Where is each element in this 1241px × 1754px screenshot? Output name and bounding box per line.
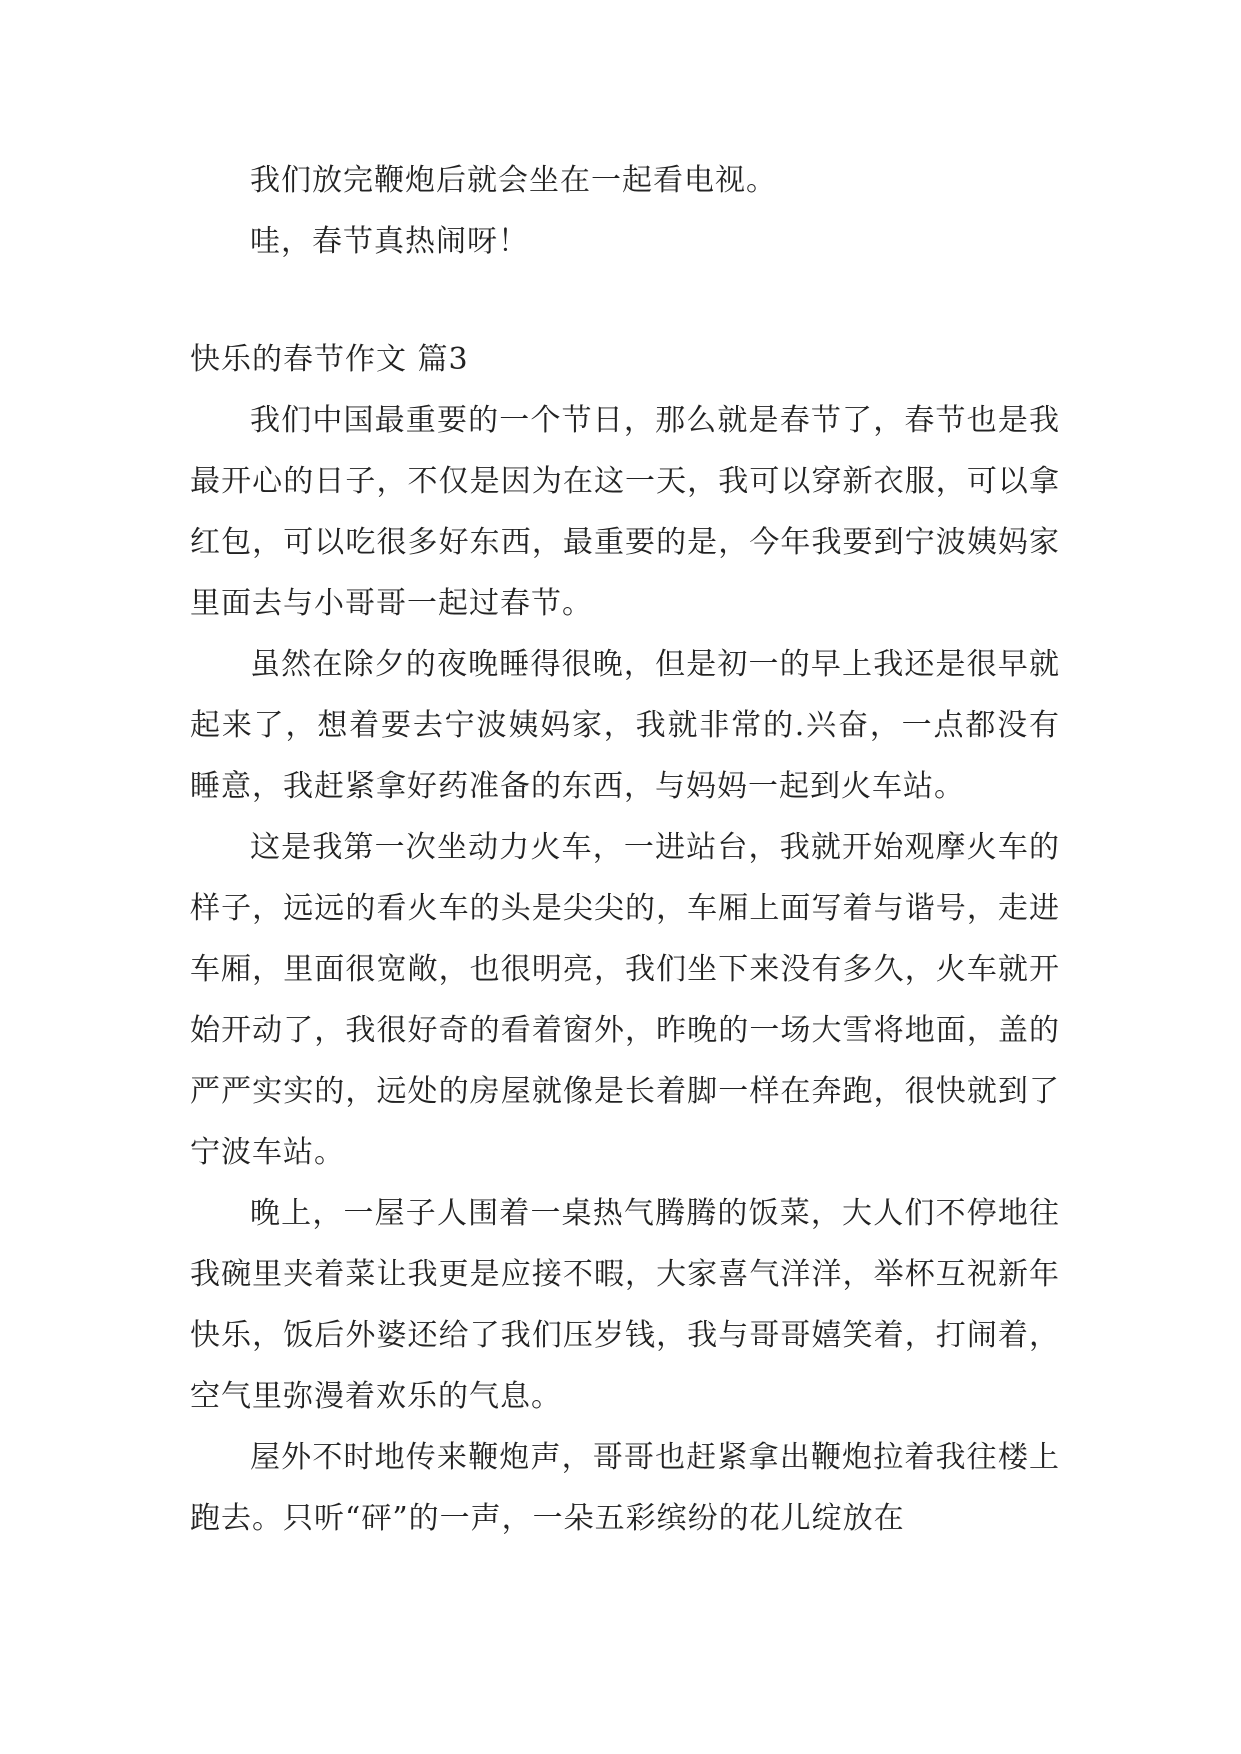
paragraph: 哇，春节真热闹呀！ — [250, 224, 529, 259]
paragraph: 晚上，一屋子人围着一桌热气腾腾的饭菜，大人们不停地往我碗里夹着菜让我更是应接不暇，大家喜气洋洋，举杯互祝新年快乐，饭后外婆还给了我们压岁钱，我与哥哥嬉笑着，打闹着，空气里弥漫着欢乐的气息。 — [190, 1196, 1060, 1414]
section-label: 篇3 — [417, 342, 469, 377]
section-title: 快乐的春节作文 — [190, 342, 407, 377]
paragraph: 这是我第一次坐动力火车，一进站台，我就开始观摩火车的样子，远远的看火车的头是尖尖的，车厢上面写着与谐号，走进车厢，里面很宽敞，也很明亮，我们坐下来没有多久，火车就开始开动了，我很好奇的看着窗外，昨晚的一场大雪将地面，盖的严严实实的，远处的房屋就像是长着脚一样在奔跑，很快就到了宁波车站。 — [190, 830, 1060, 1170]
document-page — [190, 150, 1060, 1549]
paragraph: 虽然在除夕的夜晚睡得很晚，但是初一的早上我还是很早就起来了，想着要去宁波姨妈家，我就非常的.兴奋，一点都没有睡意，我赶紧拿好药准备的东西，与妈妈一起到火车站。 — [190, 647, 1060, 804]
section-heading — [190, 329, 1060, 390]
paragraph: 我们中国最重要的一个节日，那么就是春节了，春节也是我最开心的日子，不仅是因为在这一天，我可以穿新衣服，可以拿红包，可以吃很多好东西，最重要的是，今年我要到宁波姨妈家里面去与小哥哥一起过春节。 — [190, 403, 1060, 621]
paragraph: 屋外不时地传来鞭炮声，哥哥也赶紧拿出鞭炮拉着我往楼上跑去。只听“砰”的一声，一朵五彩缤纷的花儿绽放在 — [190, 1440, 1060, 1536]
paragraph: 我们放完鞭炮后就会坐在一起看电视。 — [250, 163, 777, 198]
